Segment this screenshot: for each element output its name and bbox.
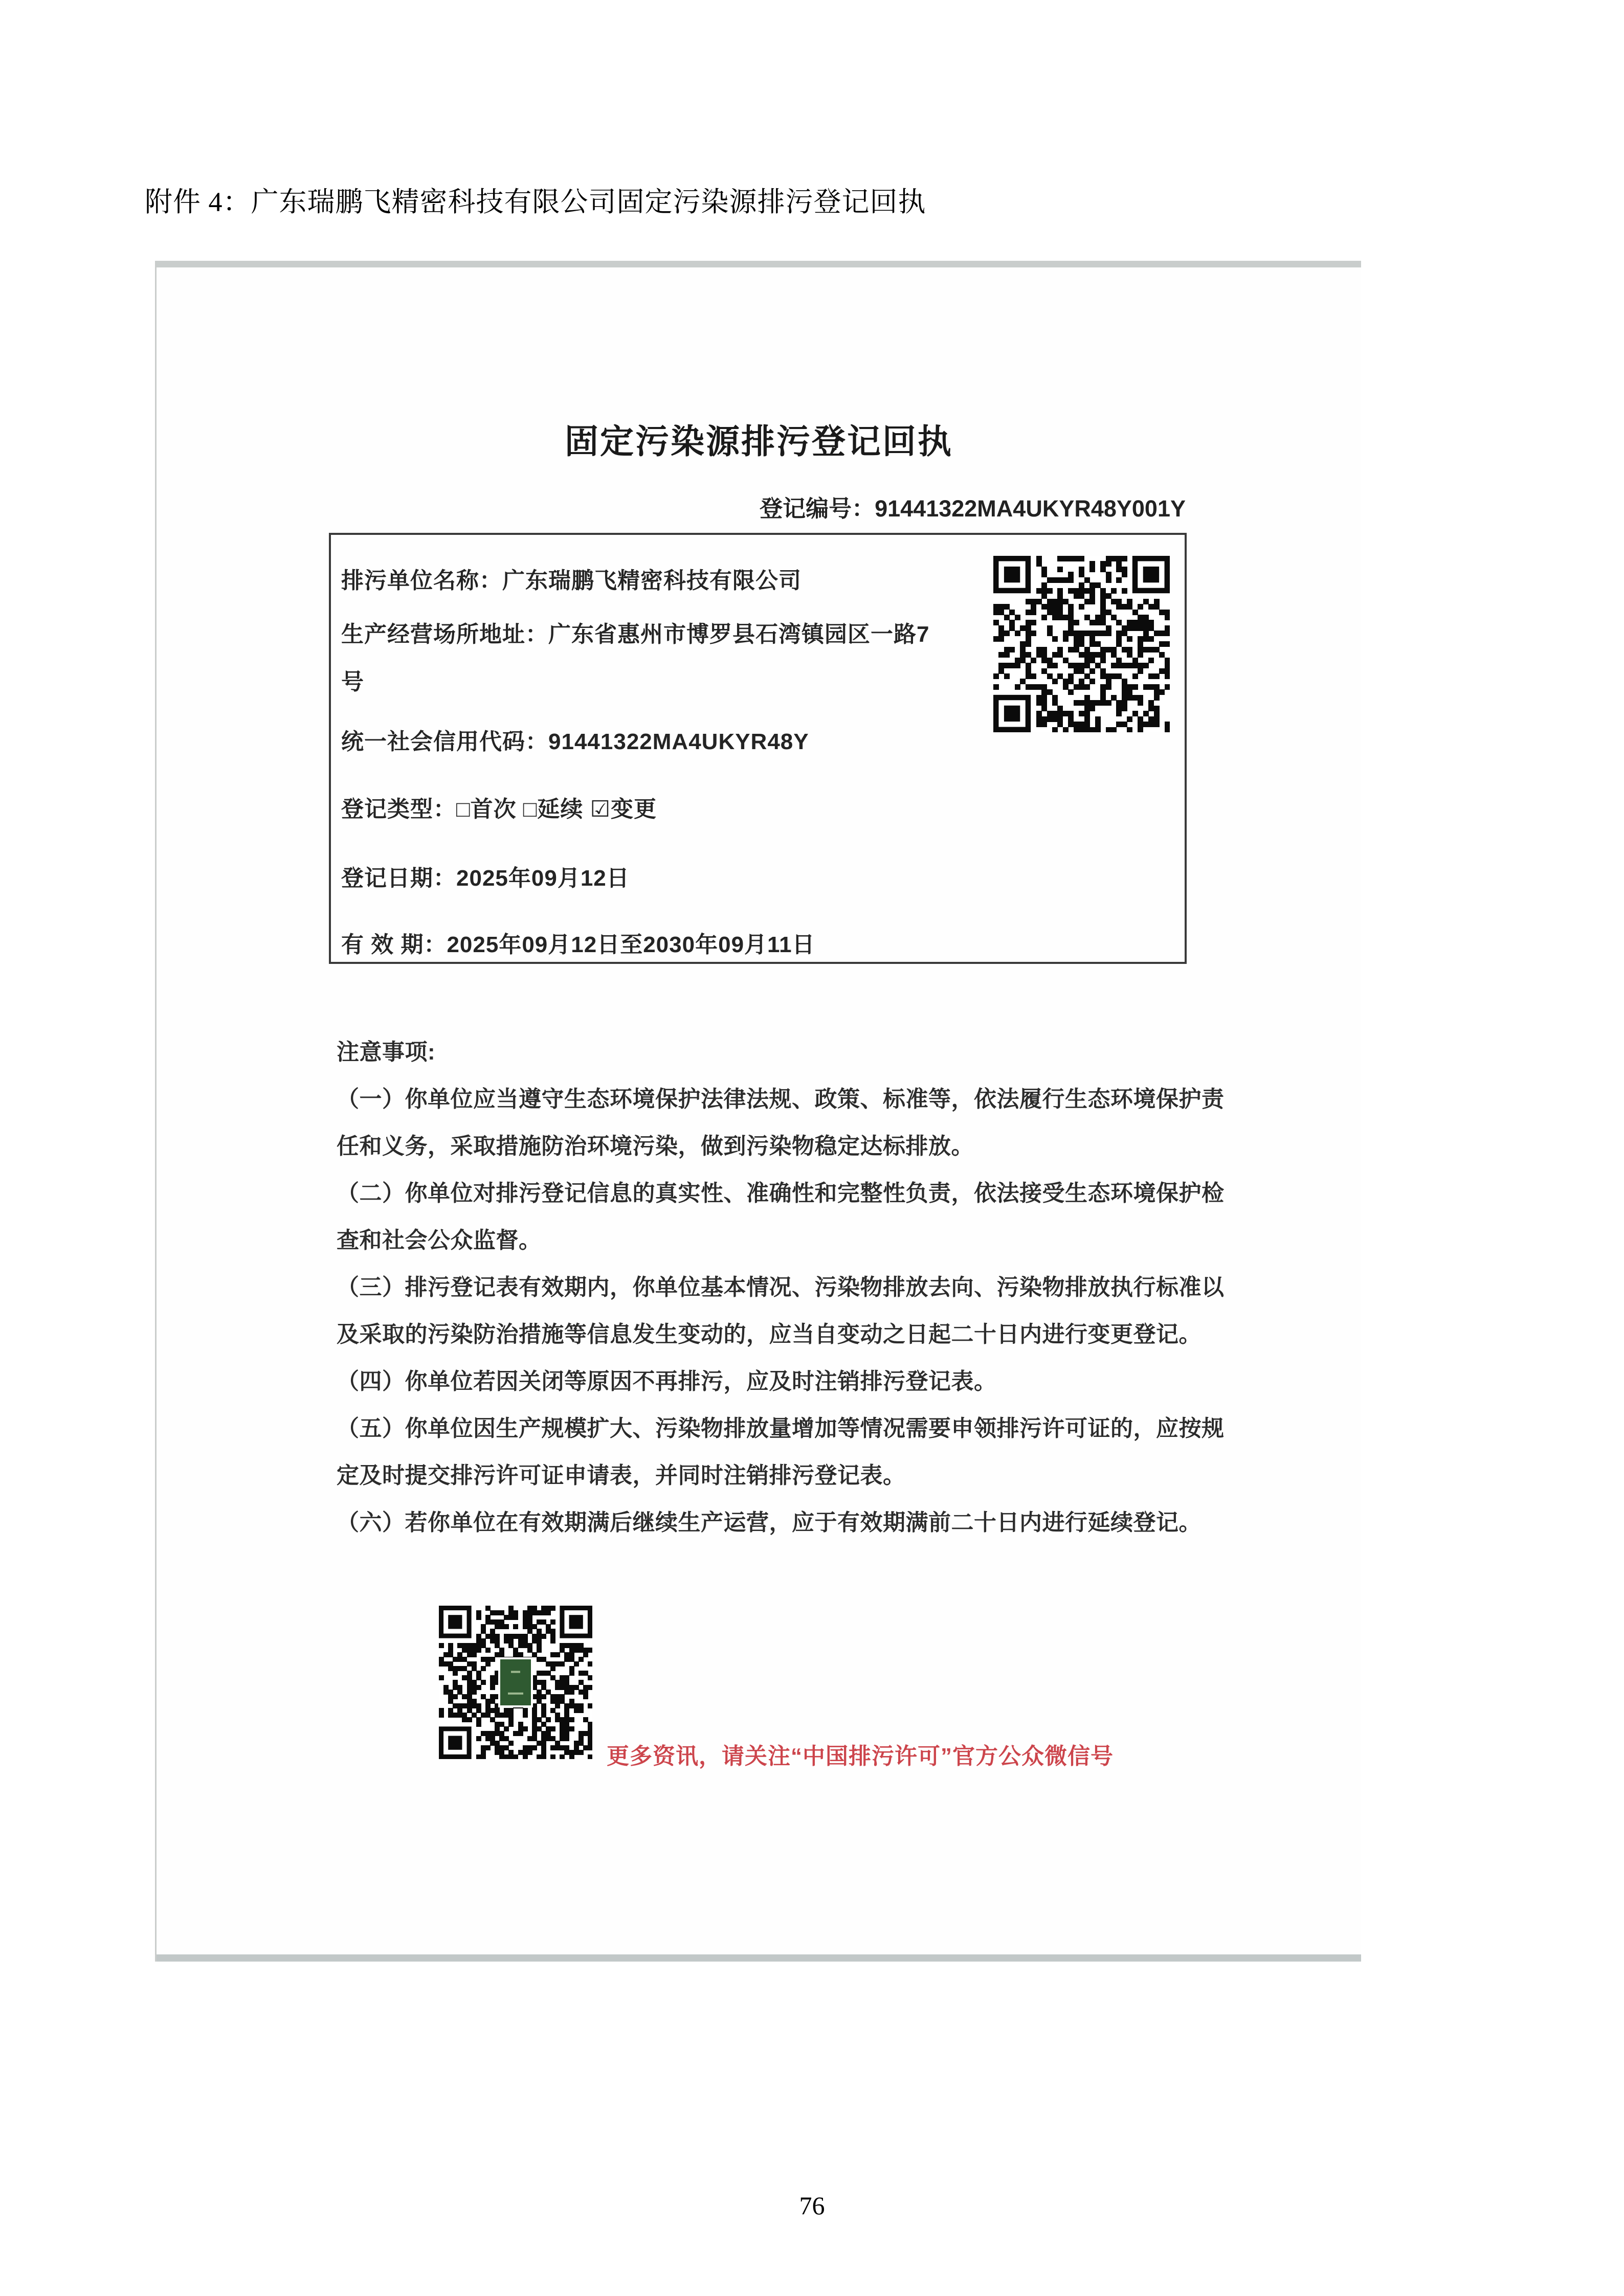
note-line: （三）排污登记表有效期内，你单位基本情况、污染物排放去向、污染物排放执行标准以	[337, 1275, 1225, 1300]
wechat-official-account-notice: 更多资讯，请关注“中国排污许可”官方公众微信号	[607, 1744, 1114, 1769]
receipt-scan-image	[155, 261, 1361, 1962]
registration-date-row: 登记日期：2025年09月12日	[341, 866, 630, 891]
registration-qr-code-icon	[993, 556, 1170, 732]
credit-code-row: 统一社会信用代码：91441322MA4UKYR48Y	[341, 729, 809, 754]
registration-number-label: 登记编号：	[760, 496, 875, 522]
registration-number-line	[760, 490, 1186, 523]
wechat-qr-code-icon	[439, 1606, 592, 1759]
note-line: 及采取的污染防治措施等信息发生变动的，应当自变动之日起二十日内进行变更登记。	[337, 1322, 1202, 1347]
notes-heading: 注意事项:	[337, 1040, 436, 1065]
registration-info-table	[329, 533, 1187, 964]
note-line: 查和社会公众监督。	[337, 1228, 542, 1253]
unit-name-row: 排污单位名称：广东瑞鹏飞精密科技有限公司	[341, 568, 802, 593]
address-row-line1: 生产经营场所地址：广东省惠州市博罗县石湾镇园区一路7	[341, 622, 930, 647]
registration-number-value: 91441322MA4UKYR48Y001Y	[875, 496, 1186, 522]
note-line: 定及时提交排污许可证申请表，并同时注销排污登记表。	[337, 1463, 906, 1488]
notes-section	[337, 1029, 1273, 1546]
address-row-line2: 号	[341, 669, 364, 694]
receipt-title: 固定污染源排污登记回执	[565, 422, 953, 460]
note-line: （一）你单位应当遵守生态环境保护法律法规、政策、标准等，依法履行生态环境保护责	[337, 1087, 1225, 1112]
note-line: （六）若你单位在有效期满后继续生产运营，应于有效期满前二十日内进行延续登记。	[337, 1510, 1202, 1535]
note-line: （四）你单位若因关闭等原因不再排污，应及时注销排污登记表。	[337, 1369, 997, 1394]
scan-bottom-edge	[157, 1954, 1361, 1962]
note-line: （五）你单位因生产规模扩大、污染物排放量增加等情况需要申领排污许可证的，应按规	[337, 1416, 1225, 1441]
validity-period-row: 有 效 期：2025年09月12日至2030年09月11日	[341, 932, 815, 957]
page-number: 76	[799, 2191, 825, 2220]
note-line: 任和义务，采取措施防治环境污染，做到污染物稳定达标排放。	[337, 1134, 974, 1159]
note-line: （二）你单位对排污登记信息的真实性、准确性和完整性负责，依法接受生态环境保护检	[337, 1181, 1225, 1206]
attachment-heading: 附件 4：广东瑞鹏飞精密科技有限公司固定污染源排污登记回执	[145, 187, 926, 217]
scan-top-edge	[157, 261, 1361, 267]
registration-type-row: 登记类型：□首次 □延续 ☑变更	[341, 797, 657, 822]
